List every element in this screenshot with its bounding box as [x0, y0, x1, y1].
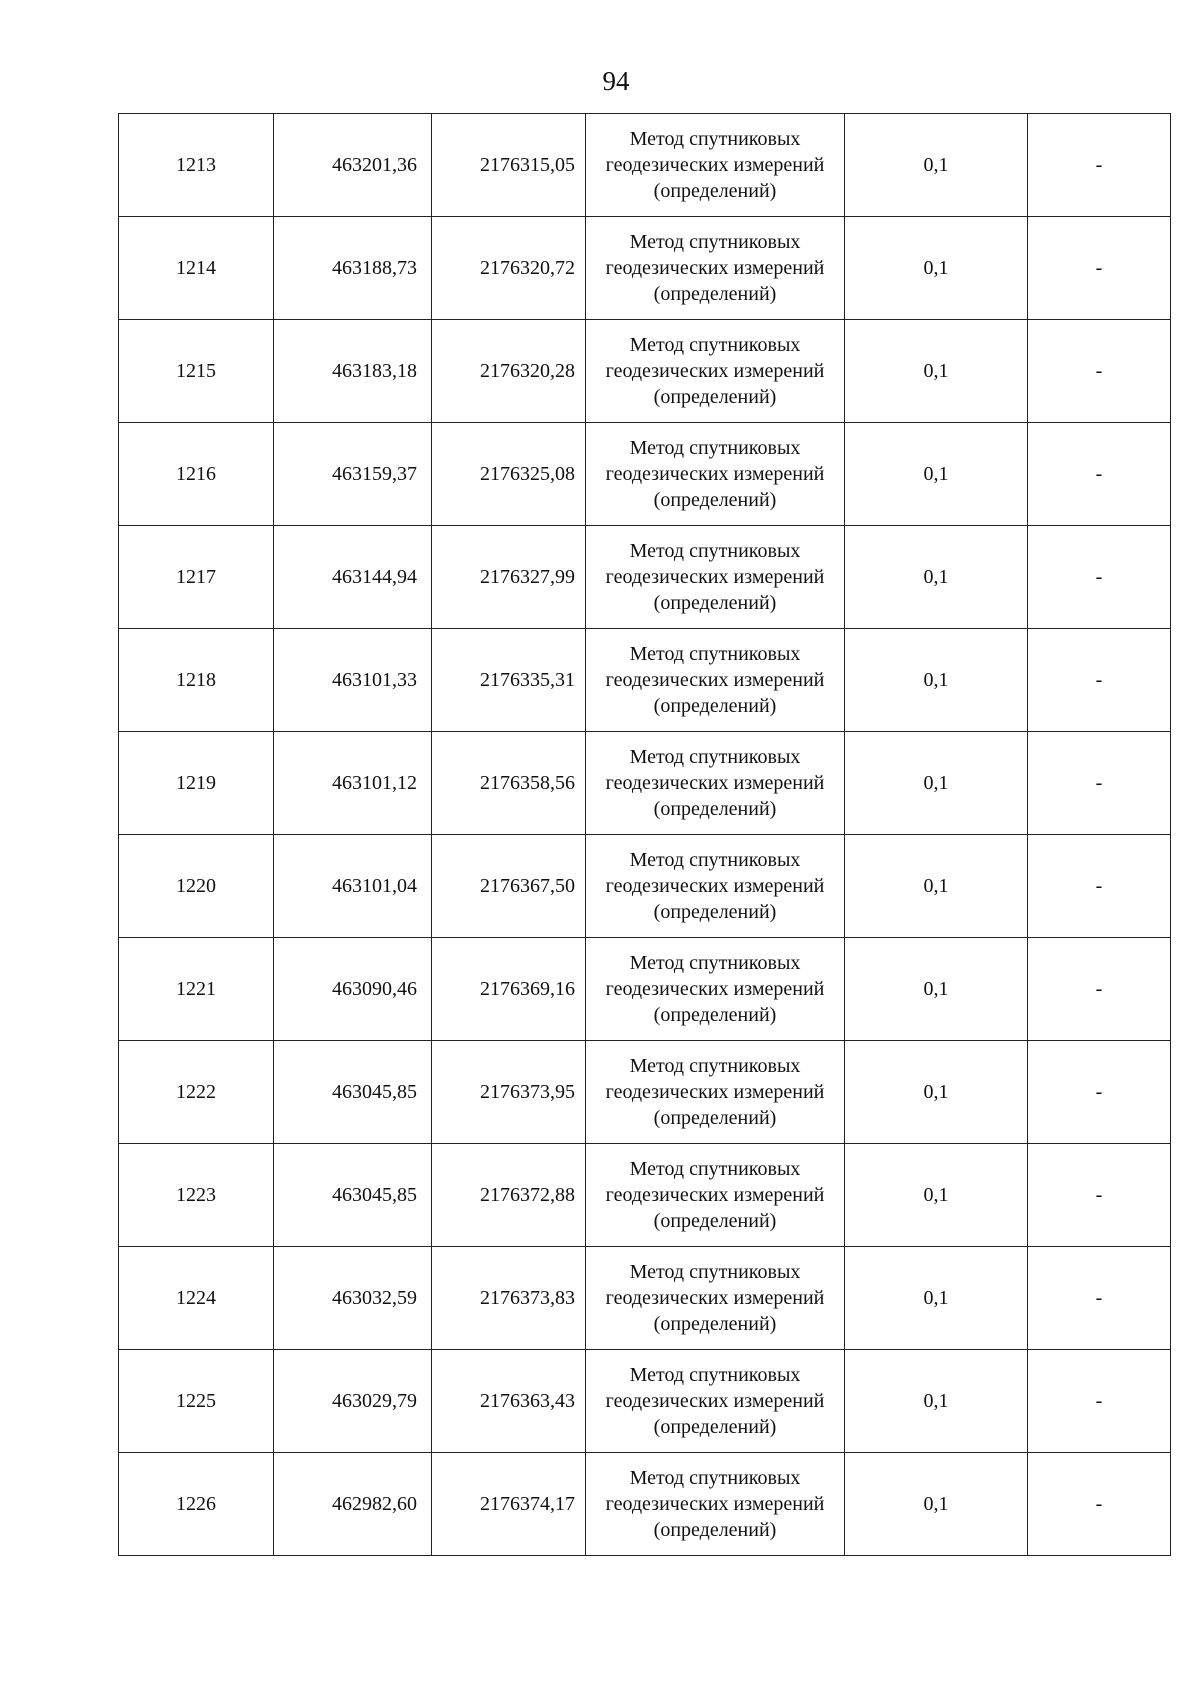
- x-coordinate-cell: [274, 629, 432, 732]
- method-cell: [586, 835, 845, 938]
- description-cell: [1028, 217, 1171, 320]
- point-number-cell: [119, 629, 274, 732]
- method-cell: [586, 114, 845, 217]
- precision-cell: [845, 526, 1028, 629]
- y-coordinate-text: 2176325,08: [480, 462, 575, 485]
- method-text-line: Метод спутниковых: [629, 849, 801, 871]
- precision-text: 0,1: [923, 359, 949, 382]
- x-coordinate-text: 463101,12: [332, 771, 417, 794]
- method-text-line: геодезических измерений: [605, 360, 825, 382]
- table-row: [119, 1247, 1171, 1350]
- method-text-line: геодезических измерений: [605, 978, 825, 1000]
- method-text-line: геодезических измерений: [605, 1493, 825, 1515]
- method-cell: [586, 1247, 845, 1350]
- method-text-line: геодезических измерений: [605, 154, 825, 176]
- y-coordinate-text: 2176320,28: [480, 359, 575, 382]
- precision-text: 0,1: [923, 565, 949, 588]
- x-coordinate-text: 463101,33: [332, 668, 417, 691]
- precision-cell: [845, 320, 1028, 423]
- description-cell: [1028, 732, 1171, 835]
- x-coordinate-cell: [274, 320, 432, 423]
- method-text-line: Метод спутниковых: [629, 1364, 801, 1386]
- description-text: -: [1095, 874, 1103, 897]
- method-text-line: (определений): [653, 1416, 777, 1438]
- method-text-line: (определений): [653, 489, 777, 511]
- precision-text: 0,1: [923, 462, 949, 485]
- y-coordinate-cell: [432, 629, 586, 732]
- y-coordinate-cell: [432, 1144, 586, 1247]
- y-coordinate-text: 2176373,83: [480, 1286, 575, 1309]
- precision-cell: [845, 629, 1028, 732]
- y-coordinate-cell: [432, 114, 586, 217]
- point-number-cell: [119, 320, 274, 423]
- method-text-line: (определений): [653, 695, 777, 717]
- point-number-text: 1222: [176, 1080, 216, 1103]
- description-text: -: [1095, 565, 1103, 588]
- x-coordinate-cell: [274, 1144, 432, 1247]
- table-row: [119, 217, 1171, 320]
- method-text-line: геодезических измерений: [605, 566, 825, 588]
- precision-cell: [845, 114, 1028, 217]
- method-text-line: геодезических измерений: [605, 772, 825, 794]
- precision-text: 0,1: [923, 771, 949, 794]
- point-number-text: 1226: [176, 1492, 216, 1515]
- method-text-line: геодезических измерений: [605, 875, 825, 897]
- point-number-cell: [119, 423, 274, 526]
- y-coordinate-cell: [432, 320, 586, 423]
- table-row: [119, 1350, 1171, 1453]
- y-coordinate-cell: [432, 835, 586, 938]
- point-number-cell: [119, 217, 274, 320]
- method-cell: [586, 1041, 845, 1144]
- coordinates-table: [118, 113, 1171, 1556]
- method-text-line: геодезических измерений: [605, 669, 825, 691]
- point-number-cell: [119, 526, 274, 629]
- description-text: -: [1095, 1286, 1103, 1309]
- method-cell: [586, 1144, 845, 1247]
- table-row: [119, 938, 1171, 1041]
- table-row: [119, 629, 1171, 732]
- description-cell: [1028, 1350, 1171, 1453]
- method-text-line: Метод спутниковых: [629, 643, 801, 665]
- x-coordinate-cell: [274, 217, 432, 320]
- description-text: -: [1095, 256, 1103, 279]
- precision-cell: [845, 1144, 1028, 1247]
- x-coordinate-text: 463032,59: [332, 1286, 417, 1309]
- point-number-text: 1213: [176, 153, 216, 176]
- method-text-line: (определений): [653, 1210, 777, 1232]
- method-text-line: Метод спутниковых: [629, 128, 801, 150]
- method-cell: [586, 1453, 845, 1556]
- x-coordinate-text: 463101,04: [332, 874, 417, 897]
- method-text-line: (определений): [653, 180, 777, 202]
- x-coordinate-cell: [274, 938, 432, 1041]
- y-coordinate-text: 2176372,88: [480, 1183, 575, 1206]
- point-number-text: 1215: [176, 359, 216, 382]
- description-cell: [1028, 526, 1171, 629]
- point-number-text: 1219: [176, 771, 216, 794]
- precision-cell: [845, 1453, 1028, 1556]
- description-text: -: [1095, 1183, 1103, 1206]
- table-row: [119, 1453, 1171, 1556]
- description-text: -: [1095, 462, 1103, 485]
- table-row: [119, 320, 1171, 423]
- x-coordinate-text: 463188,73: [332, 256, 417, 279]
- table-row: [119, 732, 1171, 835]
- x-coordinate-cell: [274, 114, 432, 217]
- method-cell: [586, 629, 845, 732]
- precision-text: 0,1: [923, 1492, 949, 1515]
- description-text: -: [1095, 153, 1103, 176]
- point-number-text: 1216: [176, 462, 216, 485]
- y-coordinate-text: 2176373,95: [480, 1080, 575, 1103]
- description-text: -: [1095, 359, 1103, 382]
- precision-cell: [845, 1041, 1028, 1144]
- description-text: -: [1095, 1080, 1103, 1103]
- method-text-line: Метод спутниковых: [629, 952, 801, 974]
- x-coordinate-cell: [274, 1041, 432, 1144]
- description-cell: [1028, 629, 1171, 732]
- precision-cell: [845, 423, 1028, 526]
- method-text-line: (определений): [653, 283, 777, 305]
- precision-text: 0,1: [923, 256, 949, 279]
- method-text-line: (определений): [653, 592, 777, 614]
- method-cell: [586, 732, 845, 835]
- method-text-line: (определений): [653, 1519, 777, 1541]
- description-cell: [1028, 1247, 1171, 1350]
- y-coordinate-cell: [432, 1041, 586, 1144]
- y-coordinate-text: 2176335,31: [480, 668, 575, 691]
- point-number-text: 1218: [176, 668, 216, 691]
- method-text-line: геодезических измерений: [605, 463, 825, 485]
- description-cell: [1028, 1041, 1171, 1144]
- table-row: [119, 1041, 1171, 1144]
- point-number-text: 1214: [176, 256, 216, 279]
- x-coordinate-text: 463029,79: [332, 1389, 417, 1412]
- description-cell: [1028, 114, 1171, 217]
- y-coordinate-cell: [432, 217, 586, 320]
- x-coordinate-text: 463045,85: [332, 1080, 417, 1103]
- precision-text: 0,1: [923, 977, 949, 1000]
- method-text-line: Метод спутниковых: [629, 1158, 801, 1180]
- x-coordinate-text: 462982,60: [332, 1492, 417, 1515]
- method-text-line: геодезических измерений: [605, 1081, 825, 1103]
- x-coordinate-cell: [274, 526, 432, 629]
- method-text-line: (определений): [653, 901, 777, 923]
- y-coordinate-text: 2176358,56: [480, 771, 575, 794]
- x-coordinate-text: 463090,46: [332, 977, 417, 1000]
- y-coordinate-text: 2176374,17: [480, 1492, 575, 1515]
- x-coordinate-text: 463159,37: [332, 462, 417, 485]
- description-text: -: [1095, 1389, 1103, 1412]
- y-coordinate-text: 2176315,05: [480, 153, 575, 176]
- description-cell: [1028, 320, 1171, 423]
- description-text: -: [1095, 771, 1103, 794]
- precision-cell: [845, 1350, 1028, 1453]
- method-text-line: (определений): [653, 1313, 777, 1335]
- precision-cell: [845, 835, 1028, 938]
- y-coordinate-cell: [432, 526, 586, 629]
- point-number-text: 1225: [176, 1389, 216, 1412]
- method-text-line: Метод спутниковых: [629, 1055, 801, 1077]
- description-cell: [1028, 938, 1171, 1041]
- method-text-line: геодезических измерений: [605, 257, 825, 279]
- point-number-cell: [119, 1041, 274, 1144]
- x-coordinate-cell: [274, 1350, 432, 1453]
- table-row: [119, 835, 1171, 938]
- y-coordinate-text: 2176320,72: [480, 256, 575, 279]
- x-coordinate-cell: [274, 835, 432, 938]
- method-text-line: Метод спутниковых: [629, 746, 801, 768]
- coordinates-table-body: [119, 114, 1171, 1556]
- x-coordinate-cell: [274, 423, 432, 526]
- method-text-line: Метод спутниковых: [629, 437, 801, 459]
- method-cell: [586, 320, 845, 423]
- precision-text: 0,1: [923, 668, 949, 691]
- y-coordinate-cell: [432, 1350, 586, 1453]
- point-number-cell: [119, 1247, 274, 1350]
- method-text-line: геодезических измерений: [605, 1390, 825, 1412]
- point-number-cell: [119, 835, 274, 938]
- x-coordinate-text: 463201,36: [332, 153, 417, 176]
- description-cell: [1028, 835, 1171, 938]
- description-cell: [1028, 423, 1171, 526]
- x-coordinate-cell: [274, 1247, 432, 1350]
- table-row: [119, 526, 1171, 629]
- point-number-cell: [119, 1144, 274, 1247]
- description-cell: [1028, 1144, 1171, 1247]
- method-cell: [586, 526, 845, 629]
- method-cell: [586, 423, 845, 526]
- y-coordinate-text: 2176327,99: [480, 565, 575, 588]
- precision-cell: [845, 217, 1028, 320]
- table-row: [119, 423, 1171, 526]
- point-number-text: 1223: [176, 1183, 216, 1206]
- table-row: [119, 114, 1171, 217]
- y-coordinate-text: 2176369,16: [480, 977, 575, 1000]
- point-number-text: 1217: [176, 565, 216, 588]
- precision-text: 0,1: [923, 153, 949, 176]
- point-number-cell: [119, 1350, 274, 1453]
- point-number-text: 1221: [176, 977, 216, 1000]
- method-cell: [586, 1350, 845, 1453]
- precision-text: 0,1: [923, 1389, 949, 1412]
- precision-text: 0,1: [923, 1080, 949, 1103]
- method-text-line: Метод спутниковых: [629, 1261, 801, 1283]
- point-number-cell: [119, 938, 274, 1041]
- y-coordinate-cell: [432, 732, 586, 835]
- description-text: -: [1095, 1492, 1103, 1515]
- x-coordinate-text: 463045,85: [332, 1183, 417, 1206]
- method-text-line: Метод спутниковых: [629, 334, 801, 356]
- precision-text: 0,1: [923, 874, 949, 897]
- precision-cell: [845, 938, 1028, 1041]
- method-text-line: геодезических измерений: [605, 1184, 825, 1206]
- method-text-line: геодезических измерений: [605, 1287, 825, 1309]
- point-number-text: 1220: [176, 874, 216, 897]
- x-coordinate-cell: [274, 732, 432, 835]
- y-coordinate-cell: [432, 1453, 586, 1556]
- point-number-cell: [119, 1453, 274, 1556]
- method-text-line: (определений): [653, 1107, 777, 1129]
- page-number: 94: [602, 66, 630, 96]
- x-coordinate-text: 463144,94: [332, 565, 417, 588]
- table-row: [119, 1144, 1171, 1247]
- point-number-text: 1224: [176, 1286, 216, 1309]
- y-coordinate-cell: [432, 423, 586, 526]
- method-text-line: Метод спутниковых: [629, 231, 801, 253]
- method-text-line: (определений): [653, 1004, 777, 1026]
- x-coordinate-text: 463183,18: [332, 359, 417, 382]
- method-text-line: (определений): [653, 386, 777, 408]
- method-cell: [586, 217, 845, 320]
- description-text: -: [1095, 977, 1103, 1000]
- method-cell: [586, 938, 845, 1041]
- description-cell: [1028, 1453, 1171, 1556]
- y-coordinate-cell: [432, 938, 586, 1041]
- precision-cell: [845, 732, 1028, 835]
- point-number-cell: [119, 114, 274, 217]
- x-coordinate-cell: [274, 1453, 432, 1556]
- description-text: -: [1095, 668, 1103, 691]
- method-text-line: Метод спутниковых: [629, 540, 801, 562]
- method-text-line: (определений): [653, 798, 777, 820]
- y-coordinate-cell: [432, 1247, 586, 1350]
- y-coordinate-text: 2176363,43: [480, 1389, 575, 1412]
- y-coordinate-text: 2176367,50: [480, 874, 575, 897]
- precision-text: 0,1: [923, 1286, 949, 1309]
- precision-cell: [845, 1247, 1028, 1350]
- precision-text: 0,1: [923, 1183, 949, 1206]
- method-text-line: Метод спутниковых: [629, 1467, 801, 1489]
- point-number-cell: [119, 732, 274, 835]
